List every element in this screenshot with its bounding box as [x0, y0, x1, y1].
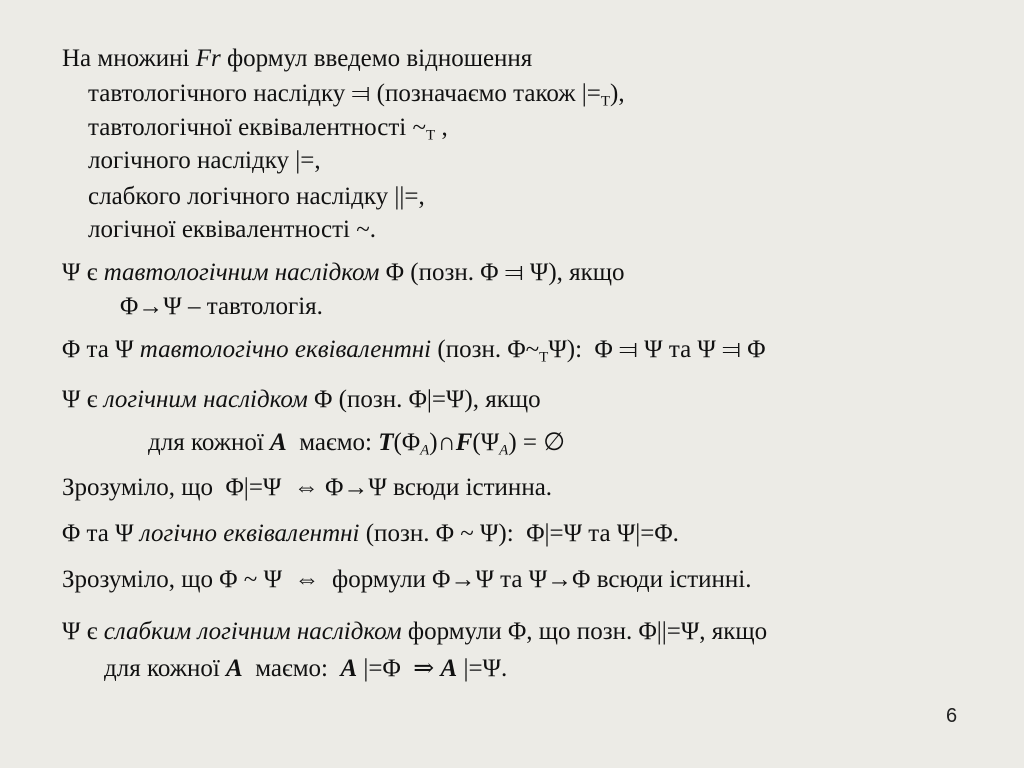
line-15: Ψ є слабким логічним наслідком формули Φ, що позн. Φ||=Ψ, якщо — [62, 618, 768, 645]
line-2: тавтологічного наслідку ⫤ (позначаємо також $|=_T$), — [88, 80, 625, 110]
line-3: тавтологічної еквівалентності $\sim_T$ , — [88, 114, 448, 144]
line-4: логічного наслідку |=, — [88, 147, 321, 174]
line-1: На множині Fr формул введемо відношення — [62, 45, 533, 72]
line-8: Φ→Ψ – тавтологія. — [120, 293, 323, 320]
line-11: для кожної A маємо: $T(\Phi_A)\cap F(\Psi_A)$ = ∅ — [148, 429, 566, 459]
line-7: Ψ є тавтологічним наслідком Φ (позн. Φ ⫤ Ψ), якщо — [62, 259, 625, 286]
line-12: Зрозуміло, що Φ|=Ψ ⇔ Φ→Ψ всюди істинна. — [62, 474, 553, 501]
line-9: Φ та Ψ тавтологічно еквівалентні (позн. $\Phi\sim_T\Psi$): Φ ⫤ Ψ та Ψ ⫤ Φ — [62, 336, 766, 366]
line-6: логічної еквівалентності ~. — [88, 216, 376, 243]
line-13: Φ та Ψ логічно еквівалентні (позн. Φ ~ Ψ): Φ|=Ψ та Ψ|=Φ. — [62, 520, 679, 547]
page-number: 6 — [946, 705, 958, 727]
line-14: Зрозуміло, що Φ ~ Ψ ⇔ формули Φ→Ψ та Ψ→Φ всюди істинні. — [62, 566, 752, 593]
line-16: для кожної A маємо: A |=Φ ⇒ A |=Ψ. — [104, 655, 508, 682]
line-5: слабкого логічного наслідку ||=, — [88, 183, 425, 210]
line-10: Ψ є логічним наслідком Φ (позн. Φ|=Ψ), якщо — [62, 386, 541, 413]
